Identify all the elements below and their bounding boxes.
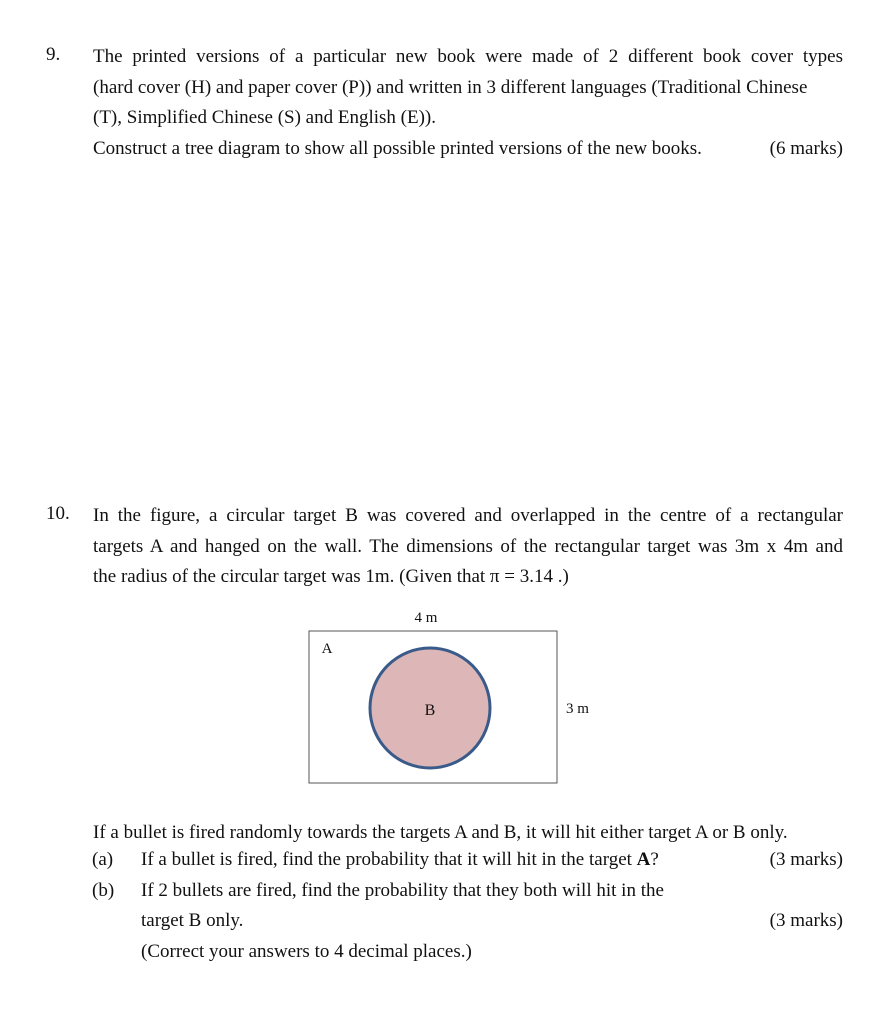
- part-a-text: [141, 849, 659, 871]
- part-a-bold-target: A: [636, 849, 651, 870]
- question-9-instruction: Construct a tree diagram to show all possible printed versions of the new books.: [93, 137, 702, 159]
- question-10-line-3: the radius of the circular target was 1m. (Given that π = 3.14 .): [93, 566, 569, 587]
- question-10-line-2: targets A and hanged on the wall. The dimensions of the rectangular target was 3m x 4m and: [93, 535, 843, 557]
- part-b-marks: (3 marks): [769, 910, 843, 931]
- question-10-text: [93, 501, 843, 593]
- part-a-label: (a): [92, 849, 114, 870]
- question-10-intro: If a bullet is fired randomly towards the targets A and B, it will hit either target A or B only.: [93, 822, 788, 843]
- question-10-number: 10.: [46, 503, 70, 524]
- question-9-line-2: (hard cover (H) and paper cover (P)) and written in 3 different languages (Traditional Chinese: [93, 76, 808, 98]
- height-label: 3 m: [566, 701, 589, 717]
- part-a-text-after: ?: [650, 849, 659, 870]
- width-label: 4 m: [414, 610, 438, 626]
- question-9-line-3: (T), Simplified Chinese (S) and English (E)).: [93, 107, 436, 128]
- target-figure: [300, 600, 600, 800]
- rectangle-label-a: A: [321, 641, 333, 657]
- part-b-line-2: target B only.: [141, 910, 244, 931]
- question-9-line-1: The printed versions of a particular new book were made of 2 different book cover types: [93, 46, 843, 67]
- part-b-line-1: If 2 bullets are fired, find the probability that they both will hit in the: [141, 880, 664, 901]
- part-a-text-before: If a bullet is fired, find the probability that it will hit in the target: [141, 849, 637, 870]
- decimal-places-note: (Correct your answers to 4 decimal places.): [141, 941, 472, 962]
- part-b-label: (b): [92, 880, 115, 901]
- part-a-marks: (3 marks): [769, 849, 843, 870]
- question-9-number: 9.: [46, 44, 61, 65]
- circle-label-b: B: [424, 702, 436, 719]
- question-10-line-1: In the figure, a circular target B was covered and overlapped in the centre of a rectangular: [93, 505, 843, 526]
- question-9-text: [93, 42, 843, 164]
- question-9-marks: (6 marks): [769, 137, 843, 159]
- question-9-instruction-row: [93, 134, 843, 165]
